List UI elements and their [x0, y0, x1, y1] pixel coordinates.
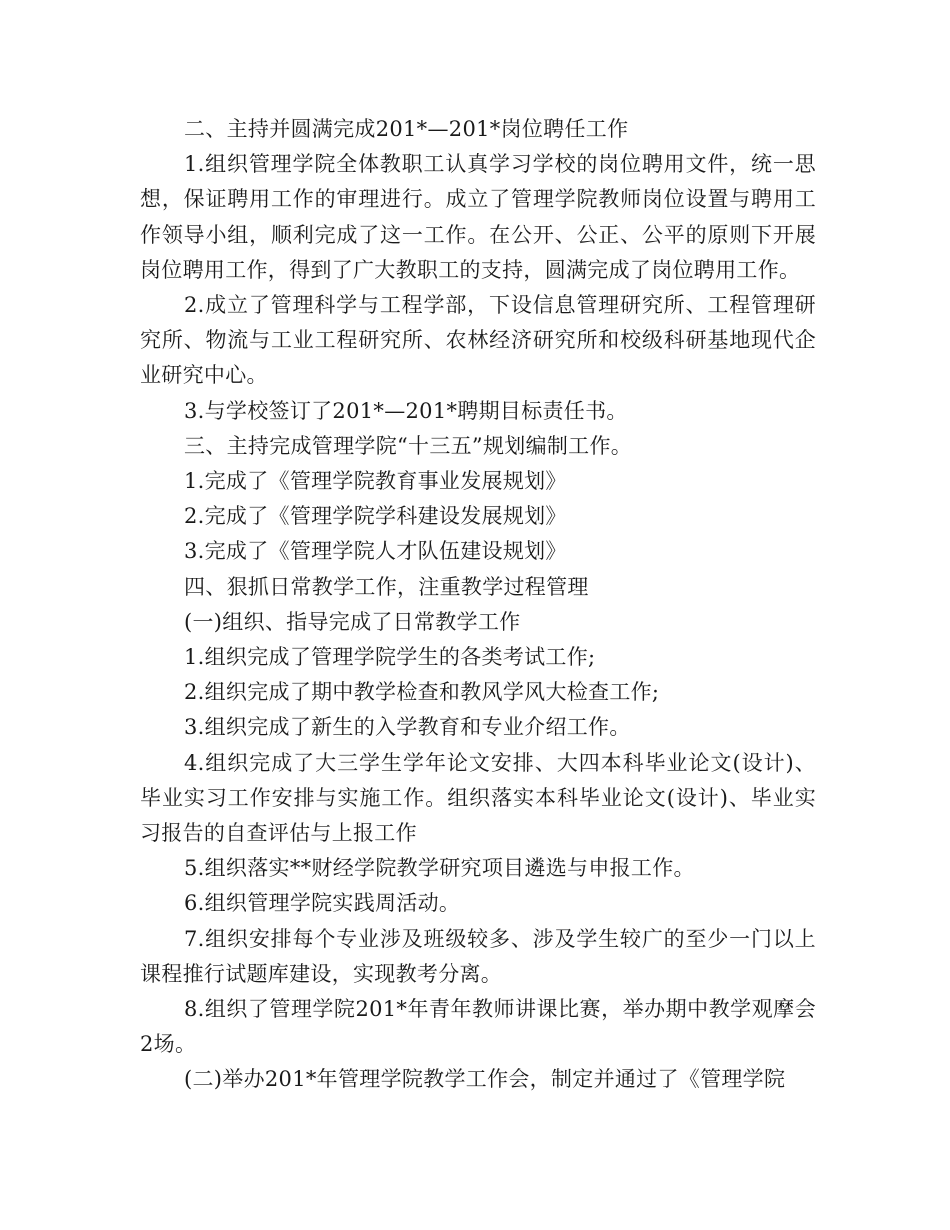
paragraph: 1.组织完成了管理学院学生的各类考试工作; [184, 645, 596, 670]
paragraph: 3.与学校签订了201*—201*聘期目标责任书。 [184, 398, 628, 423]
paragraph: 2.完成了《管理学院学科建设发展规划》 [184, 504, 567, 529]
paragraph: 5.组织落实**财经学院教学研究项目遴选与申报工作。 [184, 856, 695, 881]
paragraph: 4.组织完成了大三学生学年论文安排、大四本科毕业论文(设计)、毕业实习工作安排与实施工作。组织落实本科毕业论文(设计)、毕业实习报告的自查评估与上报工作 [140, 750, 816, 846]
subsection-heading-1: (一)组织、指导完成了日常教学工作 [184, 609, 521, 634]
paragraph: 1.组织管理学院全体教职工认真学习学校的岗位聘用文件，统一思想，保证聘用工作的审理进行。成立了管理学院教师岗位设置与聘用工作领导小组，顺利完成了这一工作。在公开、公正、公平的原则下开展岗位聘用工作，得到了广大教职工的支持，圆满完成了岗位聘用工作。 [140, 152, 816, 282]
paragraph: 8.组织了管理学院201*年青年教师讲课比赛，举办期中教学观摩会2场。 [140, 997, 816, 1057]
paragraph: 1.完成了《管理学院教育事业发展规划》 [184, 469, 567, 494]
paragraph: 3.组织完成了新生的入学教育和专业介绍工作。 [184, 715, 631, 740]
paragraph: 3.完成了《管理学院人才队伍建设规划》 [184, 539, 567, 564]
document-page [140, 112, 816, 1098]
paragraph: 6.组织管理学院实践周活动。 [184, 891, 461, 916]
paragraph: 2.组织完成了期中教学检查和教风学风大检查工作; [184, 680, 660, 705]
section-heading-3: 三、主持完成管理学院“十三五”规划编制工作。 [184, 433, 633, 458]
section-heading-4: 四、狠抓日常教学工作，注重教学过程管理 [184, 574, 589, 599]
subsection-heading-2: (二)举办201*年管理学院教学工作会，制定并通过了《管理学院 [184, 1067, 786, 1092]
paragraph: 7.组织安排每个专业涉及班级较多、涉及学生较广的至少一门以上课程推行试题库建设，实现教考分离。 [140, 926, 816, 986]
paragraph: 2.成立了管理科学与工程学部，下设信息管理研究所、工程管理研究所、物流与工业工程研究所、农林经济研究所和校级科研基地现代企业研究中心。 [140, 293, 816, 388]
section-heading-2: 二、主持并圆满完成201*—201*岗位聘任工作 [184, 117, 629, 141]
